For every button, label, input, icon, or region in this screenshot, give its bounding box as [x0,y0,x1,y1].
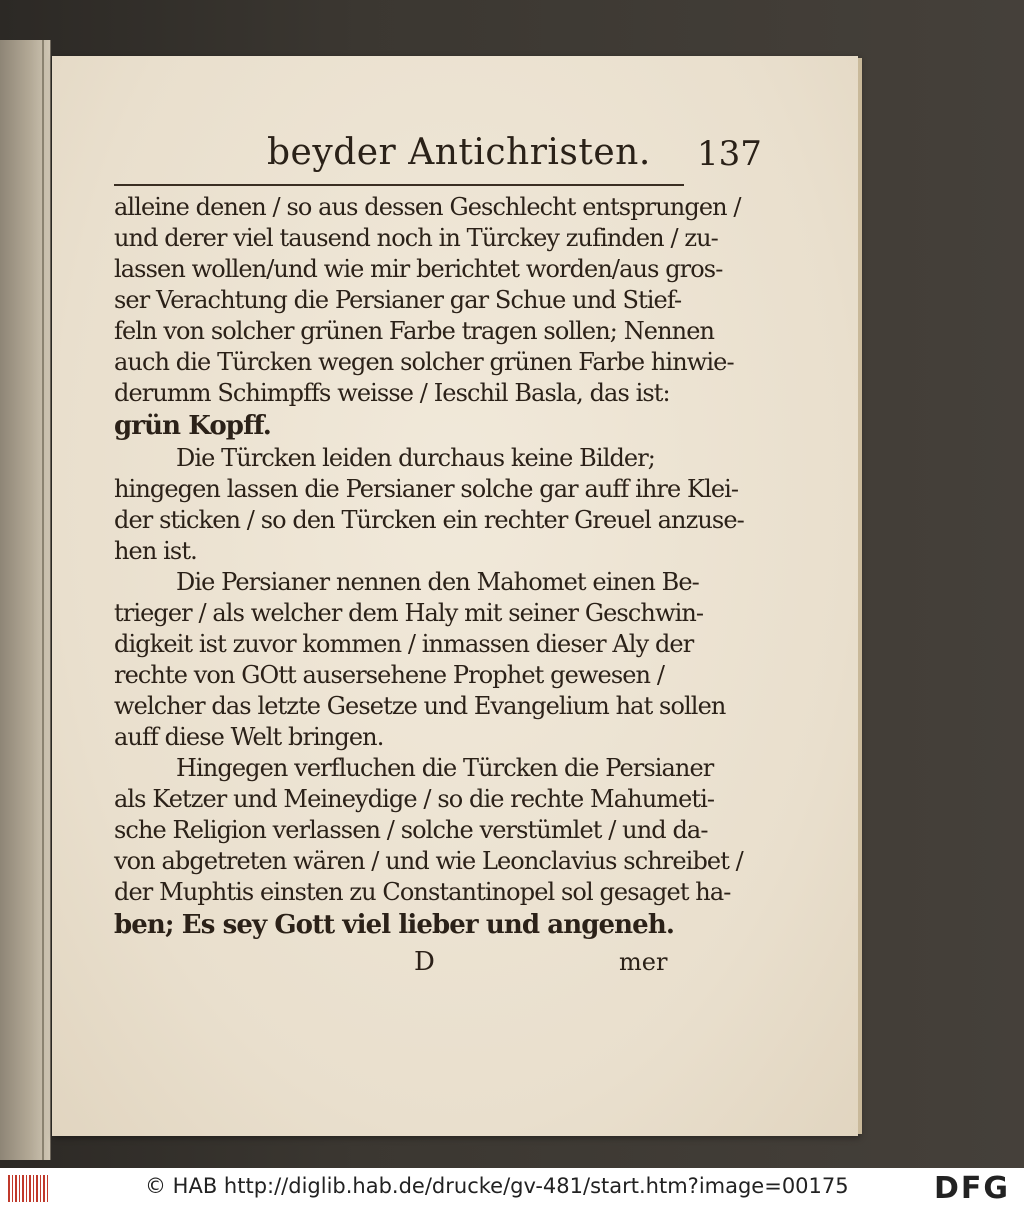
catchword: mer [619,948,668,976]
copyright-link[interactable]: © HAB http://diglib.hab.de/drucke/gv-481/start.htm?image=00175 [145,1174,849,1198]
text-line: der sticken / so den Türcken ein rechter Greuel anzuse- [114,506,744,534]
text-line: lassen wollen/und wie mir berichtet worden/aus gros- [114,255,723,283]
text-line: Die Persianer nennen den Mahomet einen Be- [176,568,699,596]
dfg-logo: DFG [934,1171,1011,1206]
page-edge [858,58,862,1134]
text-line: trieger / als welcher dem Haly mit seiner Geschwin- [114,599,704,627]
text-line: Die Türcken leiden durchaus keine Bilder; [176,444,655,472]
text-line: digkeit ist zuvor kommen / inmassen dieser Aly der [114,630,694,658]
text-line: und derer viel tausend noch in Türckey zufinden / zu- [114,224,718,252]
body-text [114,192,744,982]
signature-mark: D [414,947,435,977]
text-line: welcher das letzte Gesetze und Evangelium hat sollen [114,692,726,720]
footer-bar [0,1168,1024,1209]
text-line: feln von solcher grünen Farbe tragen sollen; Nennen [114,317,715,345]
catchword-line [114,942,690,982]
barcode-icon [8,1175,48,1202]
book-page [52,56,858,1136]
text-line: auff diese Welt bringen. [114,723,384,751]
text-line: alleine denen / so aus dessen Geschlecht entsprungen / [114,193,741,221]
page-number: 137 [697,134,762,174]
text-line: auch die Türcken wegen solcher grünen Farbe hinwie- [114,348,734,376]
text-line: als Ketzer und Meineydige / so die rechte Mahumeti- [114,785,715,813]
previous-page-edge [0,40,51,1160]
text-line: hen ist. [114,537,197,565]
text-line: ser Verachtung die Persianer gar Schue und Stief- [114,286,682,314]
header-rule [114,184,684,186]
running-head: beyder Antichristen. [267,132,651,173]
text-line: der Muphtis einsten zu Constantinopel sol gesaget ha- [114,878,731,906]
text-line: ben; Es sey Gott viel lieber und angeneh. [114,910,674,940]
text-line: rechte von GOtt ausersehene Prophet gewesen / [114,661,665,689]
text-line: Hingegen verfluchen die Türcken die Persianer [176,754,714,782]
text-line: grün Kopff. [114,411,271,441]
text-line: sche Religion verlassen / solche verstümlet / und da- [114,816,708,844]
text-line: derumm Schimpffs weisse / Ieschil Basla, das ist: [114,379,670,407]
page-header [122,126,762,176]
text-line: hingegen lassen die Persianer solche gar auff ihre Klei- [114,475,739,503]
text-line: von abgetreten wären / und wie Leonclavius schreibet / [114,847,743,875]
